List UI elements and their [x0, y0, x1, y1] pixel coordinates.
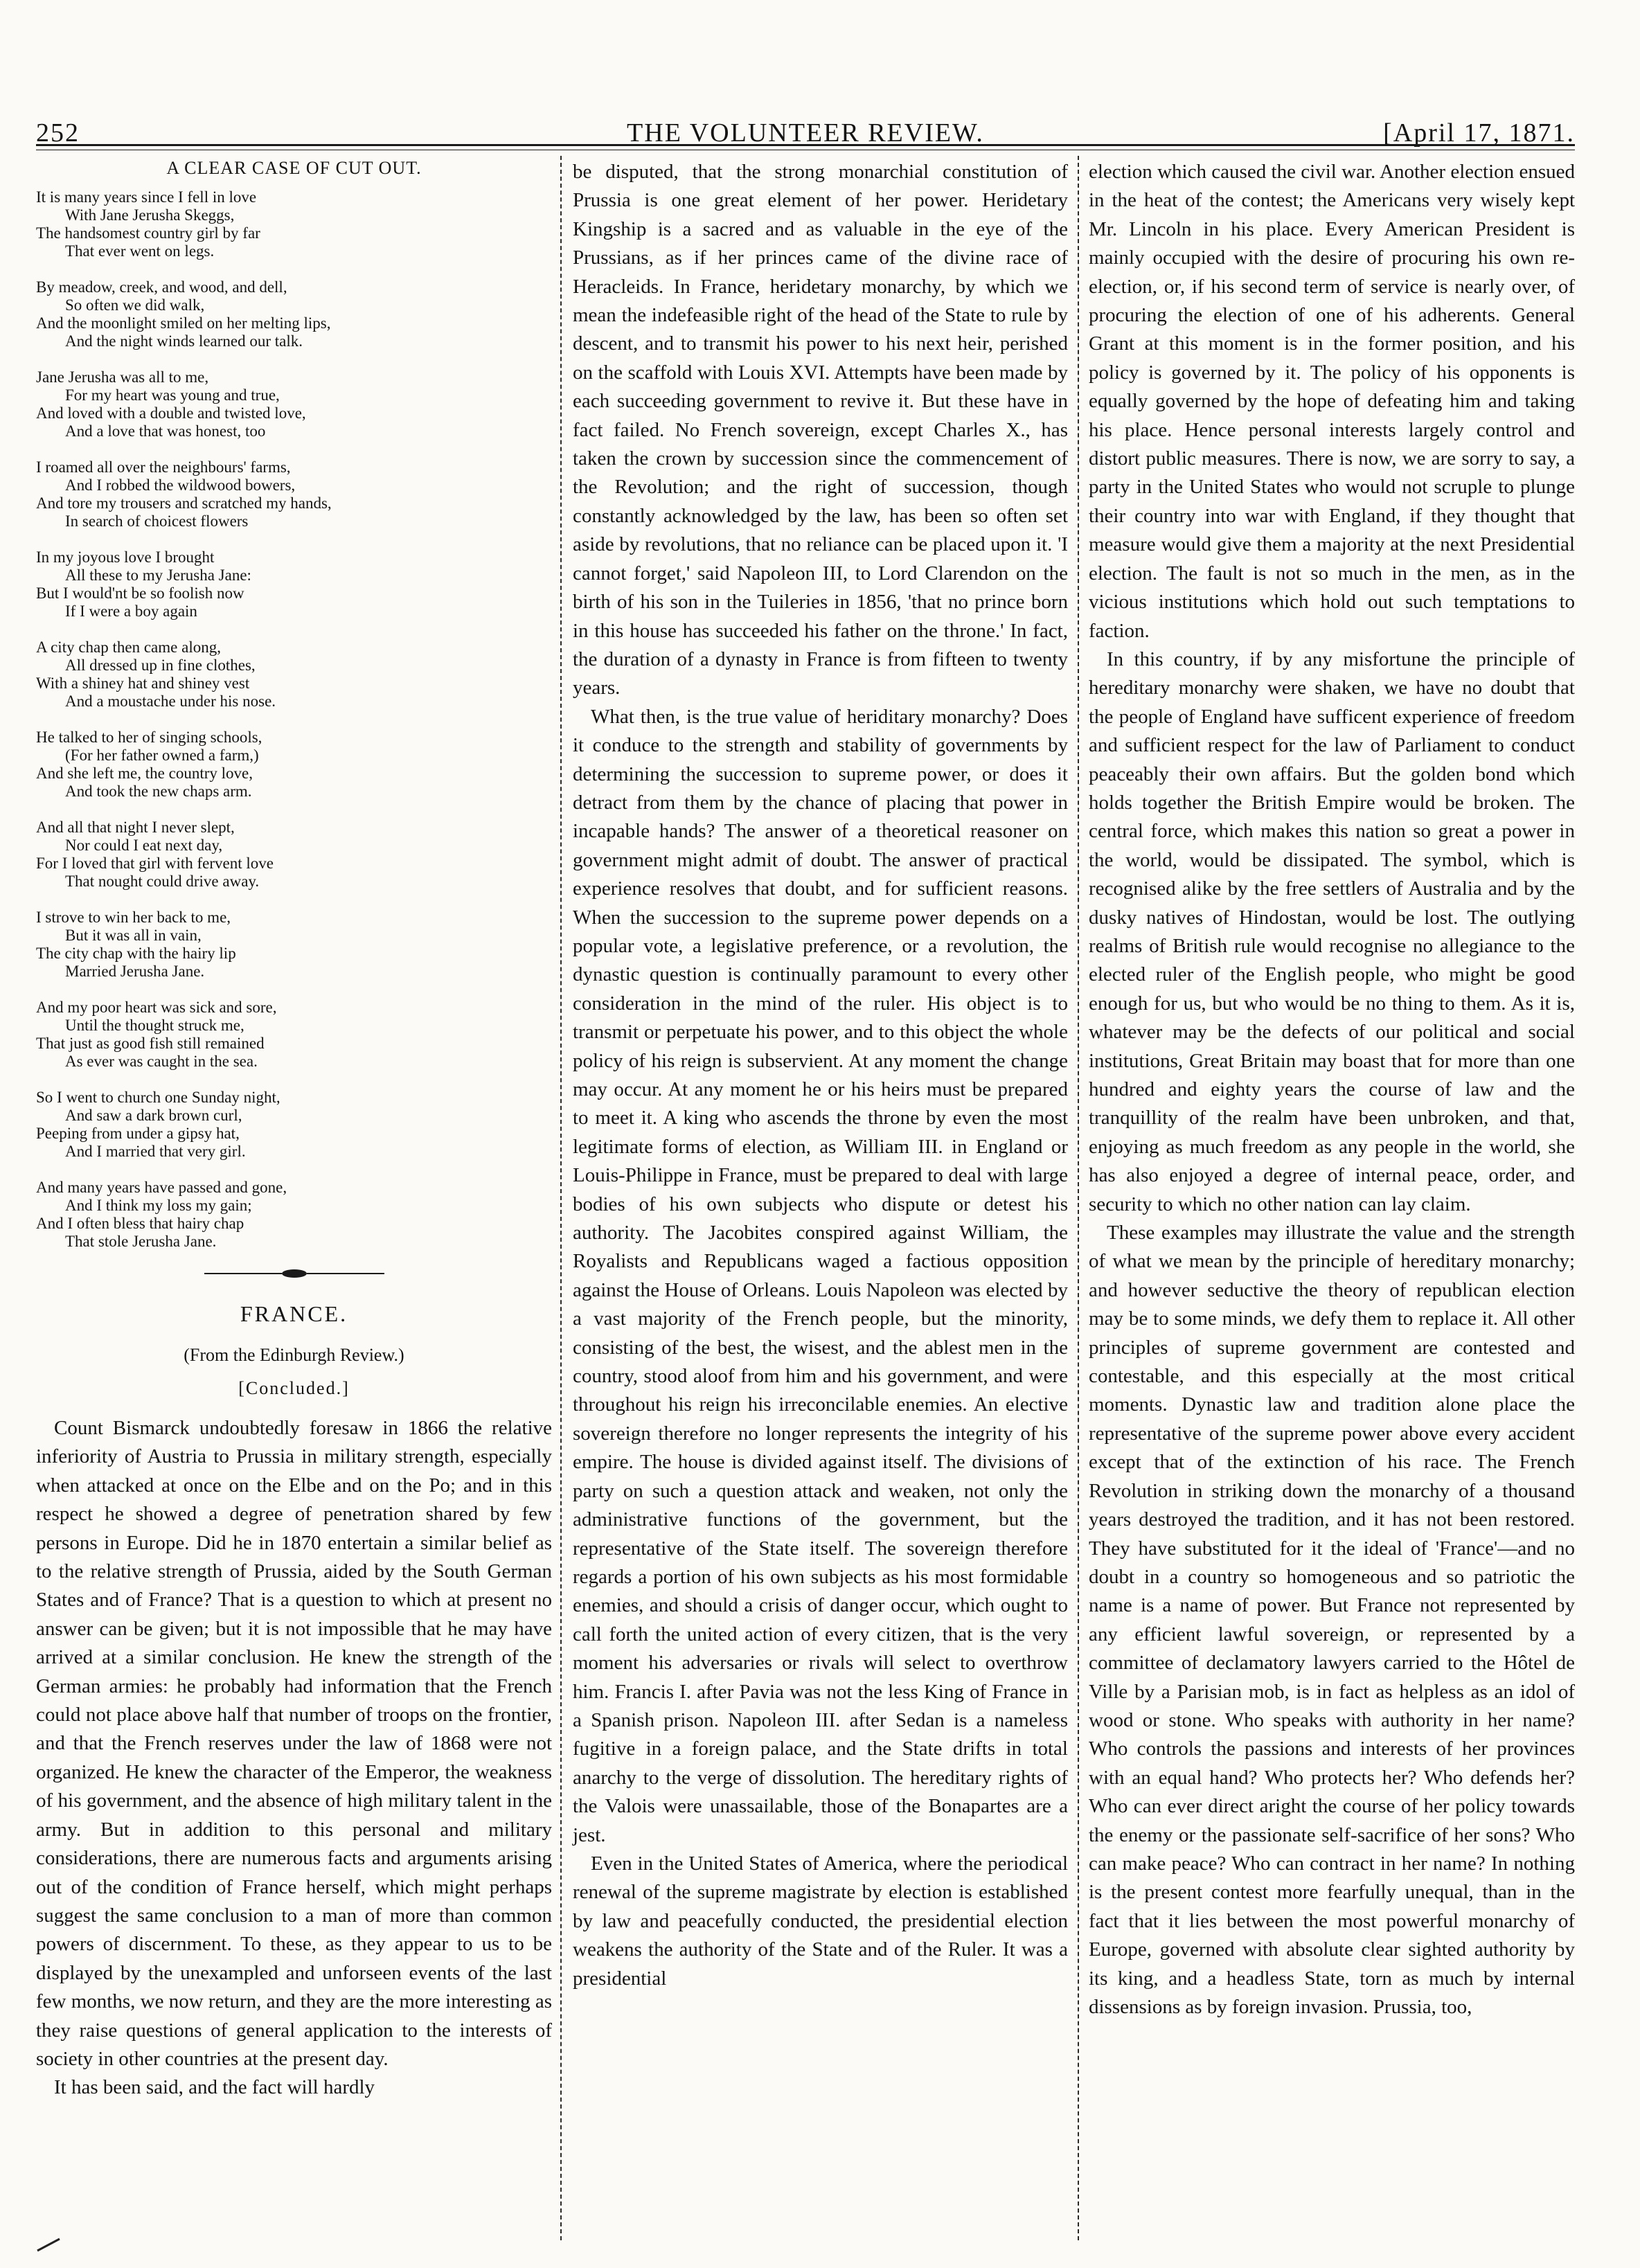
poem-line: In search of choicest flowers — [65, 512, 249, 530]
article-source: (From the Edinburgh Review.) — [184, 1345, 404, 1365]
poem-line: But it was all in vain, — [65, 927, 202, 944]
column-divider — [560, 156, 562, 2240]
poem-stanza — [36, 368, 552, 440]
poem-line: That stole Jerusha Jane. — [65, 1233, 217, 1250]
poem-stanza — [36, 278, 552, 350]
poem-stanza — [36, 999, 552, 1071]
poem-title: A CLEAR CASE OF CUT OUT. — [166, 158, 422, 178]
poem-line: For my heart was young and true, — [65, 386, 280, 404]
poem-line: And all that night I never slept, — [36, 819, 235, 836]
article-heading: FRANCE. — [240, 1301, 348, 1326]
poem-line: Until the thought struck me, — [65, 1017, 244, 1034]
poem-line: Married Jerusha Jane. — [65, 963, 205, 980]
poem-line: I strove to win her back to me, — [36, 909, 231, 926]
article-continuation-note: [Concluded.] — [238, 1378, 350, 1398]
poem-line: (For her father owned a farm,) — [65, 747, 259, 764]
poem-stanza — [36, 188, 552, 260]
margin-mark-icon — [35, 2237, 62, 2252]
column-divider — [1078, 156, 1079, 2240]
article-paragraph: In this country, if by any misfortune the principle of hereditary monarchy were shaken, we have no doubt that the people of England have sufficent experience of freedom and sufficient respect for the law of Parliament to conduct peaceably their own affairs. But the golden bond which holds together the British Empire would be broken. The central force, which makes this nation so great a power in the world, would be dissipated. The symbol, which is recognised alike by the free settlers of Australia and by the dusky natives of Hindostan, would be lost. The outlying realms of British rule would recognise no allegiance to the elected ruler of the English people, who might be good enough for us, but who would be no thing to them. As it is, whatever may be the defects of our political and social institutions, Great Britain may boast that for more than one hundred and eighty years the course of law and the tranquillity of the realm have been unbroken, and that, enjoying as much freedom as any people in the world, she has also enjoyed a degree of internal peace, order, and security to which no other nation can lay claim. — [1089, 648, 1575, 1215]
poem-line: For I loved that girl with fervent love — [36, 855, 274, 872]
poem-line: That nought could drive away. — [65, 873, 260, 890]
poem-line: And I think my loss my gain; — [65, 1197, 252, 1214]
poem-line: Jane Jerusha was all to me, — [36, 368, 209, 386]
poem-line: If I were a boy again — [65, 602, 197, 620]
poem-line: And tore my trousers and scratched my hands, — [36, 494, 332, 512]
poem-line: And the night winds learned our talk. — [65, 332, 303, 350]
masthead-rule — [36, 144, 1575, 146]
poem-line: And took the new chaps arm. — [65, 783, 252, 800]
page-number: 252 — [36, 118, 80, 148]
poem-stanza — [36, 819, 552, 891]
article-paragraph: Even in the United States of America, where the periodical renewal of the supreme magistrate by election is established by law and peacefully conducted, the presidential election weakens the authority of the State and of the Ruler. It was a presidential — [573, 1852, 1068, 1990]
poem-stanza — [36, 729, 552, 801]
poem-line: And many years have passed and gone, — [36, 1179, 287, 1196]
poem-line: I roamed all over the neighbours' farms, — [36, 458, 291, 476]
article-paragraph: These examples may illustrate the value and the strength of what we mean by the principle of hereditary monarchy; and however seductive the theory of republican election may be to some minds, we defy them to replace it. All other principles of supreme government are contested and contestable, and this especially at the most critical moments. Dynastic law and tradition alone place the representative of the supreme power above every accident except that of the extinction of his race. The French Revolution in striking down the monarchy of a thousand years destroyed the tradition, and it has not been restored. They have substituted for it the ideal of 'France'—and no doubt in a country so homogeneous and so patriotic the name is a name of power. But France not represented by any efficient lawful sovereign, or represented by a committee of declamatory lawyers carried to the Hôtel de Ville by a Parisian mob, is in fact as helpless as an idol of wood or stone. Who speaks with authority in her name? Who controls the passions and interests of her provinces with an equal hand? Who protects her? Who defends her? Who can ever direct aright the course of her policy towards the enemy or the passionate self-sacrifice of her sons? Who can make peace? Who can contract in her name? In nothing is the present contest more fearfully unequal, than in the fact that it lies between the most powerful monarchy of Europe, governed with absolute clear sighted authority by its king, and a headless State, torn as much by internal dissensions as by foreign invasion. Prussia, too, — [1089, 1222, 1575, 2018]
poem-line: And I robbed the wildwood bowers, — [65, 476, 296, 494]
article-paragraph: be disputed, that the strong monarchial constitution of Prussia is one great element of her power. Heridetary Kingship is a sacred and as valuable in the eye of the Prussians, as if her princes came of the divine race of Heracleids. In France, heridetary monarchy, by which we mean the indefeasible right of the head of the State to rule by descent, and to transmit his power to his next heir, perished on the scaffold with Louis XVI. Attempts have been made by each succeeding government to revive it. But these have in fact failed. No French sovereign, except Charles X., has taken the crown by succession since the commencement of the Revolution; and the right of succession, though constantly acknowledged by the law, has been so often set aside by revolutions, that no reliance can be placed upon it. 'I cannot forget,' said Napoleon III, to Lord Clarendon on the birth of his son in the Tuileries in 1856, 'that no prince born in this house has succeeded his father on the throne.' In fact, the duration of a dynasty in France is from fifteen to twenty years. — [573, 161, 1068, 699]
poem-line: With Jane Jerusha Skeggs, — [65, 206, 235, 224]
article-paragraph: election which caused the civil war. Another election ensued in the heat of the contest; the Americans very wisely kept Mr. Lincoln in his place. Every American President is mainly occupied with the desire of procuring his own re-election, or, if his second term of service is nearly over, of procuring the election of one of his adherents. General Grant at this moment is in the former position, and his policy is governed by it. The policy of his opponents is equally governed by the hope of defeating him and taking his place. Hence personal interests largely control and distort public measures. There is now, we are sorry to say, a party in the United States who would not scruple to plunge their country into war with England, if they thought that measure would give them a majority at the next Presidential election. The fault is not so much in the men, as in the vicious institutions which hold out such temptations to faction. — [1089, 161, 1575, 642]
poem-line: All dressed up in fine clothes, — [65, 657, 256, 674]
poem-line: The handsomest country girl by far — [36, 224, 260, 242]
poem-line: And saw a dark brown curl, — [65, 1107, 242, 1124]
poem-line: So often we did walk, — [65, 296, 205, 314]
poem-line: And a moustache under his nose. — [65, 693, 276, 710]
poem-line: And loved with a double and twisted love, — [36, 404, 306, 422]
poem-line: It is many years since I fell in love — [36, 188, 257, 206]
column-3 — [1089, 158, 1575, 2021]
poem-line: By meadow, creek, and wood, and dell, — [36, 278, 287, 296]
poem-line: And I often bless that hairy chap — [36, 1215, 244, 1232]
poem-line: All these to my Jerusha Jane: — [65, 566, 251, 584]
poem-line: The city chap with the hairy lip — [36, 945, 236, 962]
poem-line: Peeping from under a gipsy hat, — [36, 1125, 240, 1142]
newspaper-page — [36, 83, 1575, 2244]
poem-line: And I married that very girl. — [65, 1143, 246, 1160]
poem-line: And she left me, the country love, — [36, 765, 253, 782]
poem-line: Nor could I eat next day, — [65, 837, 223, 854]
poem-stanza — [36, 458, 552, 530]
poem-line: That just as good fish still remained — [36, 1035, 265, 1052]
poem-stanza — [36, 909, 552, 981]
poem-line: And the moonlight smiled on her melting lips, — [36, 314, 331, 332]
poem-line: As ever was caught in the sea. — [65, 1053, 258, 1070]
poem-line: With a shiney hat and shiney vest — [36, 675, 250, 692]
section-ornament — [36, 1269, 552, 1282]
poem-stanza — [36, 1179, 552, 1251]
poem-stanza — [36, 1089, 552, 1161]
poem-line: In my joyous love I brought — [36, 548, 215, 566]
poem-line: So I went to church one Sunday night, — [36, 1089, 280, 1106]
column-1 — [36, 158, 552, 2102]
poem-line: That ever went on legs. — [65, 242, 215, 260]
article-paragraph: What then, is the true value of heriditary monarchy? Does it conduce to the strength and stability of governments by determining the succession to supreme power, or does it detract from them by the chance of placing that power in incapable hands? The answer of a theoretical reasoner on government might admit of doubt. The answer of practical experience resolves that doubt, and for sufficient reasons. When the succession to the supreme power depends on a popular vote, a legislative preference, or a revolution, the dynastic question is continually paramount to every other consideration in the mind of the ruler. His object is to transmit or perpetuate his power, and to this object the whole policy of his reign is subservient. At any moment the change may occur. At any moment he or his heirs must be prepared to meet it. A king who ascends the throne by even the most legitimate forms of election, as William III. in England or Louis-Philippe in France, must be prepared to deal with large bodies of his own subjects who dispute or detest his authority. The Jacobites conspired against William, the Royalists and Republicans waged a factious opposition against the House of Orleans. Louis Napoleon was elected by a vast majority of the French people, but the minority, consisting of the best, the wisest, and the ablest men in the country, stood aloof from him and his government, and were throughout his reign his irreconcilable enemies. An elective sovereign therefore no longer represents the integrity of his empire. The house is divided against itself. The divisions of party on such a question attack and weaken, not only the administrative functions of the government, but the representative of the State itself. The sovereign therefore regards a portion of his own subjects as his most formidable enemies, and should a crisis of danger occur, which ought to call forth the united action of every citizen, that is the very moment his adversaries or rivals will select to overthrow him. Francis I. after Pavia was not the less King of France in a Spanish prison. Napoleon III. after Sedan is a nameless fugitive in a foreign palace, and the State drifts in total anarchy to the verge of dissolution. The hereditary rights of the Valois were unassailable, those of the Bonapartes are a jest. — [573, 705, 1068, 1846]
article-paragraph: It has been said, and the fact will hardly — [54, 2076, 375, 2099]
poem-line: He talked to her of singing schools, — [36, 729, 262, 746]
issue-date: [April 17, 1871. — [1383, 118, 1575, 148]
publication-title: THE VOLUNTEER REVIEW. — [627, 118, 984, 148]
article-paragraph: Count Bismarck undoubtedly foresaw in 1866 the relative inferiority of Austria to Prussia in military strength, especially when attacked at once on the Elbe and on the Po; and in this respect he showed a degree of penetration shared by few persons in Europe. Did he in 1870 entertain a similar belief as to the relative strength of Prussia, aided by the South German States and of France? That is a question to which at present no answer can be given; but it is not impossible that he may have arrived at a similar conclusion. He knew the strength of the German armies: he probably had information that the French could not place above half that number of troops on the frontier, and that the French reserves under the law of 1868 were not organized. He knew the character of the Emperor, the weakness of his government, and the absence of high military talent in the army. But in addition to this personal and military considerations, there are numerous facts and arguments arising out of the condition of France herself, which might perhaps suggest the same conclusion to a man of more than common powers of discernment. To these, as they appear to us to be displayed by the unexampled and unforseen events of the last few months, we now return, and they are the more interesting as they raise questions of general application to the interests of society in other countries at the present day. — [36, 1417, 552, 2070]
poem-line: And a love that was honest, too — [65, 422, 266, 440]
poem — [36, 188, 552, 1251]
poem-line: A city chap then came along, — [36, 639, 221, 656]
poem-stanza — [36, 639, 552, 711]
poem-stanza — [36, 548, 552, 620]
column-2 — [573, 158, 1068, 1993]
poem-line: And my poor heart was sick and sore, — [36, 999, 277, 1016]
poem-line: But I would'nt be so foolish now — [36, 584, 244, 602]
rule-ornament-icon — [204, 1269, 384, 1278]
